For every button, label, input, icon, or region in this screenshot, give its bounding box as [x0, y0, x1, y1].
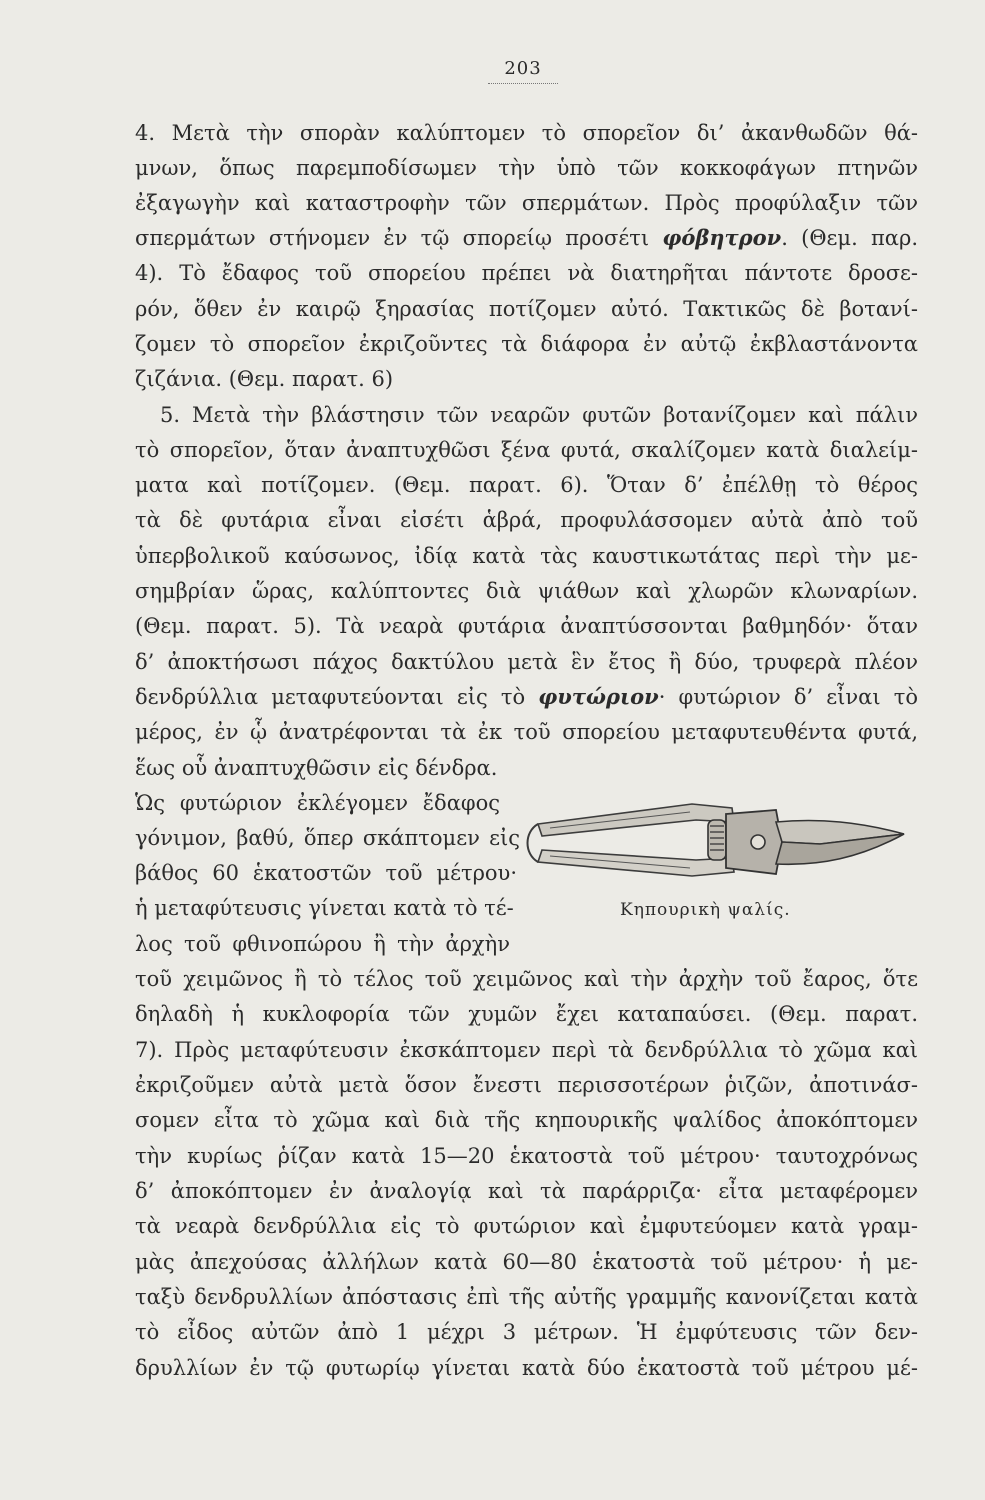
text-line: σημβρίαν ὥρας, καλύπτοντες διὰ ψιάθων καὶ χλωρῶν κλωναρίων.: [135, 579, 918, 603]
text-line: δρυλλίων ἐν τῷ φυτωρίῳ γίνεται κατὰ δύο ἑκατοστὰ τοῦ μέτρου μέ-: [135, 1356, 918, 1380]
text-line: 4). Τὸ ἔδαφος τοῦ σπορείου πρέπει νὰ διατηρῆται πάντοτε δροσε-: [135, 261, 918, 285]
text-line: τὸ σπορεῖον, ὅταν ἀναπτυχθῶσι ξένα φυτά, σκαλίζομεν κατὰ διαλείμ-: [135, 438, 918, 462]
text-line: 7). Πρὸς μεταφύτευσιν ἐκσκάπτομεν περὶ τὰ δενδρύλλια τὸ χῶμα καὶ: [135, 1038, 918, 1062]
text-line: τοῦ χειμῶνος ἢ τὸ τέλος τοῦ χειμῶνος καὶ τὴν ἀρχὴν τοῦ ἔαρος, ὅτε: [135, 967, 918, 991]
text-line: δηλαδὴ ἡ κυκλοφορία τῶν χυμῶν ἔχει καταπαύσει. (Θεμ. παρατ.: [135, 1002, 918, 1026]
text-line: μὰς ἀπεχούσας ἀλλήλων κατὰ 60—80 ἑκατοστὰ τοῦ μέτρου· ἡ με-: [135, 1250, 918, 1274]
text-line: ἕως οὗ ἀναπτυχθῶσιν εἰς δένδρα.: [135, 756, 498, 780]
text-line: ζιζάνια. (Θεμ. παρατ. 6): [135, 367, 394, 391]
text-line: (Θεμ. παρατ. 5). Τὰ νεαρὰ φυτάρια ἀναπτύσσονται βαθμηδόν· ὅταν: [135, 614, 918, 638]
text-line: Ὡς φυτώριον ἐκλέγομεν ἔδαφος: [135, 791, 500, 815]
text-line: ἡ μεταφύτευσις γίνεται κατὰ τὸ τέ-: [135, 896, 514, 920]
emphasis-term: φυτώριον: [538, 684, 659, 709]
text-line: ἐξαγωγὴν καὶ καταστροφὴν τῶν σπερμάτων. Πρὸς προφύλαξιν τῶν: [135, 191, 918, 215]
text-line: σομεν εἶτα τὸ χῶμα καὶ διὰ τῆς κηπουρικῆς ψαλίδος ἀποκόπτομεν: [135, 1108, 918, 1132]
text-line: ὑπερβολικοῦ καύσωνος, ἰδίᾳ κατὰ τὰς καυστικωτάτας περὶ τὴν με-: [135, 544, 918, 568]
emphasis-term: φόβητρον: [662, 225, 782, 250]
text-line: δ’ ἀποκτήσωσι πάχος δακτύλου μετὰ ἓν ἔτος ἢ δύο, τρυφερὰ πλέον: [135, 650, 918, 674]
figure-caption: Κηπουρικὴ ψαλίς.: [620, 900, 791, 920]
text-line: βάθος 60 ἑκατοστῶν τοῦ μέτρου·: [135, 861, 517, 885]
text-line: δενδρύλλια μεταφυτεύονται εἰς τὸ φυτώριον· φυτώριον δ’ εἶναι τὸ: [135, 684, 918, 709]
text-line: τὰ νεαρὰ δενδρύλλια εἰς τὸ φυτώριον καὶ ἐμφυτεύομεν κατὰ γραμ-: [135, 1214, 918, 1238]
shears-pivot-bolt: [751, 835, 765, 849]
text-line: ἐκριζοῦμεν αὐτὰ μετὰ ὅσον ἔνεστι περισσοτέρων ῥιζῶν, ἀποτινάσ-: [135, 1073, 918, 1097]
text-line: ματα καὶ ποτίζομεν. (Θεμ. παρατ. 6). Ὅταν δ’ ἐπέλθῃ τὸ θέρος: [135, 473, 918, 497]
text-line: μέρος, ἐν ᾧ ἀνατρέφονται τὰ ἐκ τοῦ σπορείου μεταφυτευθέντα φυτά,: [135, 720, 918, 744]
pruning-shears-illustration: [520, 792, 910, 892]
text-line: ρόν, ὅθεν ἐν καιρῷ ξηρασίας ποτίζομεν αὐτό. Τακτικῶς δὲ βοτανί-: [135, 297, 918, 321]
page-number: 203: [488, 58, 558, 84]
text-line: ταξὺ δενδρυλλίων ἀπόστασις ἐπὶ τῆς αὐτῆς γραμμῆς κανονίζεται κατὰ: [135, 1285, 918, 1309]
shears-upper-handle: [538, 804, 734, 836]
text-line: 5. Μετὰ τὴν βλάστησιν τῶν νεαρῶν φυτῶν βοτανίζομεν καὶ πάλιν: [160, 403, 918, 427]
text-line: τὰ δὲ φυτάρια εἶναι εἰσέτι ἁβρά, προφυλάσσομεν αὐτὰ ἀπὸ τοῦ: [135, 508, 918, 532]
text-line: λος τοῦ φθινοπώρου ἢ τὴν ἀρχὴν: [135, 932, 510, 956]
text-line: 4. Μετὰ τὴν σπορὰν καλύπτομεν τὸ σπορεῖον δι’ ἀκανθωδῶν θά-: [135, 121, 918, 145]
text-line: τὸ εἶδος αὐτῶν ἀπὸ 1 μέχρι 3 μέτρων. Ἡ ἐμφύτευσις τῶν δεν-: [135, 1320, 918, 1344]
text-line: δ’ ἀποκόπτομεν ἐν ἀναλογίᾳ καὶ τὰ παράρριζα· εἶτα μεταφέρομεν: [135, 1179, 918, 1203]
text-line: σπερμάτων στήνομεν ἐν τῷ σπορείῳ προσέτι φόβητρον. (Θεμ. παρ.: [135, 225, 918, 250]
text-line: γόνιμον, βαθύ, ὅπερ σκάπτομεν εἰς: [135, 826, 520, 850]
text-line: μνων, ὅπως παρεμποδίσωμεν τὴν ὑπὸ τῶν κοκκοφάγων πτηνῶν: [135, 156, 918, 180]
text-line: τὴν κυρίως ῥίζαν κατὰ 15—20 ἑκατοστὰ τοῦ μέτρου· ταυτοχρόνως: [135, 1144, 918, 1168]
text-line: ζομεν τὸ σπορεῖον ἐκριζοῦντες τὰ διάφορα ἐν αὐτῷ ἐκβλαστάνοντα: [135, 332, 918, 356]
shears-loop: [528, 824, 539, 862]
